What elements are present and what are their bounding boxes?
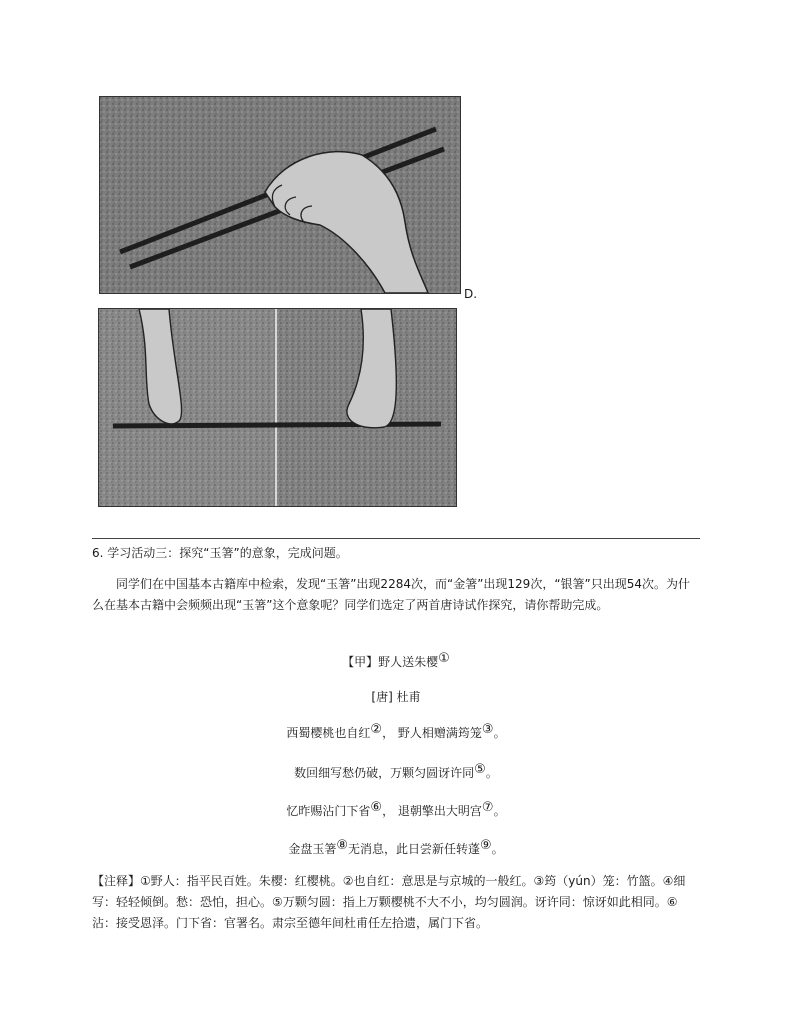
poem-line: 金盘玉箸⑧无消息，此日尝新任转蓬⑨。 [288,838,504,856]
section-divider [92,538,700,539]
photo-hands-holding-chopsticks-horizontally [98,308,457,507]
annotation-notes: 【注释】①野人：指平民百姓。朱樱：红樱桃。②也自红：意思是与京城的一般红。③筠（yún）笼：竹篮。④细写：轻轻倾倒。愁：恐怕，担心。⑤万颗匀圆：指上万颗樱桃不大不小，均匀圆润。讶许同：惊讶如此相同。⑥沾：接受恩泽。门下省：官署名。肃宗至德年间杜甫任左拾遗，属门下省。 [92,874,686,930]
poem-line: 数回细写愁仍破，万颗匀圆讶许同⑤。 [294,762,498,780]
question-heading: 6. 学习活动三：探究“玉箸”的意象，完成问题。 [92,546,348,560]
question-intro: 同学们在中国基本古籍库中检索，发现“玉箸”出现2284次，而“金箸”出现129次，“银箸”只出现54次。为什么在基本古籍中会频频出现“玉箸”这个意象呢？同学们选定了两首唐诗试作探究，请你帮助完成。 [92,577,691,612]
poem-author: [唐] 杜甫 [371,690,421,704]
photo-hand-holding-chopsticks [99,96,461,294]
option-label: D. [464,287,478,301]
poem-title: 【甲】野人送朱樱① [342,651,450,669]
poem-line: 西蜀樱桃也自红②， 野人相赠满筠笼③。 [286,722,506,740]
poem-line: 忆昨赐沾门下省⑥， 退朝擎出大明宫⑦。 [286,800,506,818]
